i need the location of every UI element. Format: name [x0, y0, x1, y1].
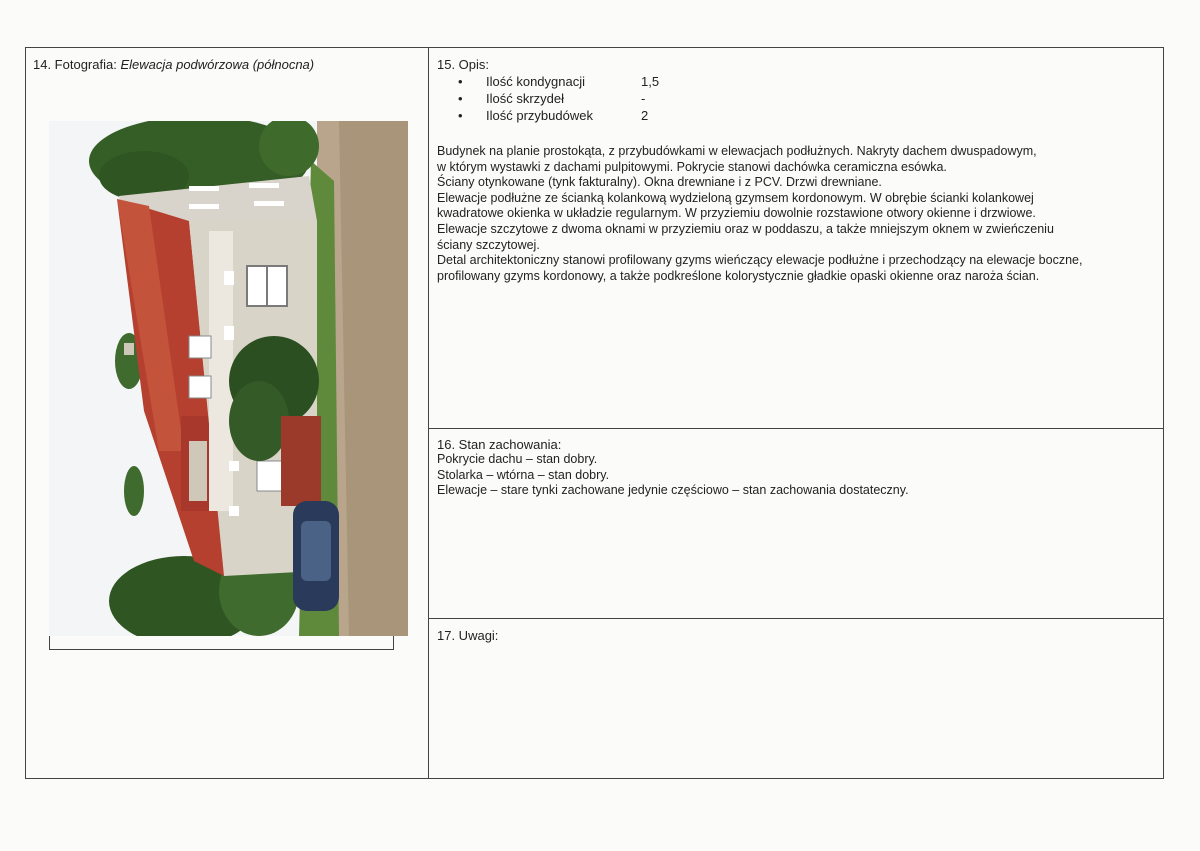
- list-item-value: -: [641, 91, 646, 106]
- section-14-caption: Elewacja podwórzowa (północna): [120, 57, 315, 72]
- section-15-title: 15. Opis:: [437, 57, 490, 72]
- list-item-label: Ilość przybudówek: [486, 108, 593, 123]
- list-item-value: 2: [641, 108, 649, 123]
- description-line: profilowany gzyms kordonowy, a także podkreślone kolorystycznie gładkie opaski okienne oraz naroża ścian.: [437, 268, 1040, 283]
- condition-text: [437, 452, 909, 499]
- condition-line: Pokrycie dachu – stan dobry.: [437, 452, 598, 466]
- condition-line: Stolarka – wtórna – stan dobry.: [437, 467, 610, 482]
- description-line: kwadratowe okienka w układzie regularnym. W przyziemiu dowolnie rozstawione otwory okienne i drzwiowe.: [437, 206, 1036, 221]
- section-14-number: 14. Fotografia:: [33, 57, 117, 72]
- photo-frame-base: [49, 636, 394, 650]
- description-line: Elewacje podłużne ze ścianką kolankową wydzieloną gzymsem kordonowym. W obrębie ścianki kolankowej: [437, 190, 1034, 205]
- section-14-title: [33, 57, 314, 72]
- list-item-value: 1,5: [641, 74, 660, 89]
- description-line: Elewacje szczytowe z dwoma oknami w przyziemiu oraz w poddaszu, a także mniejszym oknem w zwieńczeniu: [437, 221, 1054, 236]
- description-line: Ściany otynkowane (tynk fakturalny). Okna drewniane i z PCV. Drzwi drewniane.: [437, 175, 882, 190]
- list-item-label: Ilość kondygnacji: [486, 74, 585, 89]
- bullet-icon: •: [458, 91, 463, 106]
- bullet-icon: •: [458, 108, 463, 123]
- list-item-label: Ilość skrzydeł: [486, 91, 565, 106]
- row-divider-15-16: [428, 428, 1164, 429]
- description-line: w którym wystawki z dachami pulpitowymi. Pokrycie stanowi dachówka ceramiczna esówka.: [437, 159, 947, 174]
- building-photo: [49, 121, 408, 636]
- description-line: ściany szczytowej.: [437, 237, 540, 252]
- column-divider: [428, 47, 429, 779]
- section-16-title: 16. Stan zachowania:: [437, 437, 562, 452]
- bullet-icon: •: [458, 74, 463, 89]
- description-text: [437, 144, 1162, 284]
- condition-line: Elewacje – stare tynki zachowane jedynie częściowo – stan zachowania dostateczny.: [437, 483, 909, 498]
- row-divider-16-17: [428, 618, 1164, 619]
- section-17-title: 17. Uwagi:: [437, 628, 499, 643]
- description-line: Detal architektoniczny stanowi profilowany gzyms wieńczący elewacje podłużne i przechodzący na elewacje boczne,: [437, 253, 1083, 268]
- description-line: Budynek na planie prostokąta, z przybudówkami w elewacjach podłużnych. Nakryty dachem dwuspadowym,: [437, 144, 1037, 158]
